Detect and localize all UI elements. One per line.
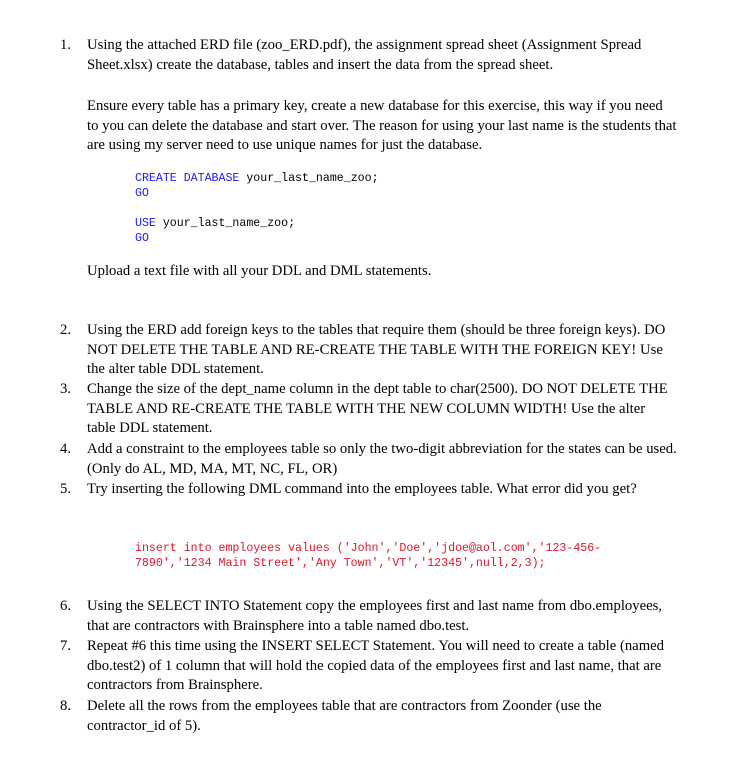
list-text: Using the ERD add foreign keys to the tables that require them (should be three foreign keys). DO NOT DELETE THE TABLE AND RE-CREATE THE TABLE WITH THE FOREIGN KEY! Use the alter table DDL statement. xyxy=(87,322,666,378)
list-text: Repeat #6 this time using the INSERT SELECT Statement. You will need to create a table (named dbo.test2) of 1 column that will hold the copied data of the employees first and last name, that are contractors from Brainsphere. xyxy=(87,638,664,694)
list-number: 5. xyxy=(60,481,72,497)
code-go-2: GO xyxy=(135,232,149,245)
list-text: Using the SELECT INTO Statement copy the employees first and last name from dbo.employees, that are contractors with Brainsphere into a table named dbo.test. xyxy=(87,598,663,634)
list-number: 8. xyxy=(60,698,72,714)
list-number: 6. xyxy=(60,598,72,614)
sql-keyword: CREATE DATABASE xyxy=(135,172,240,185)
code-create-database xyxy=(135,171,379,186)
code-insert-line-2: 7890','1234 Main Street','Any Town','VT','12345',null,2,3); xyxy=(135,557,546,570)
paragraph-ensure: Ensure every table has a primary key, create a new database for this exercise, this way if you need to you can delete the database and start over. The reason for using your last name is the students that are using my server need to use unique names for just the database. xyxy=(87,98,677,154)
code-insert-line-1: insert into employees values ('John','Doe','jdoe@aol.com','123-456- xyxy=(135,542,602,555)
sql-text: your_last_name_zoo; xyxy=(155,217,296,230)
list-text: Try inserting the following DML command into the employees table. What error did you get? xyxy=(87,481,637,497)
sql-keyword: USE xyxy=(135,217,156,230)
sql-text: your_last_name_zoo; xyxy=(239,172,379,185)
code-go-1: GO xyxy=(135,187,149,200)
list-text: Delete all the rows from the employees table that are contractors from Zoonder (use the contractor_id of 5). xyxy=(87,698,602,734)
list-text: Change the size of the dept_name column in the dept table to char(2500). DO NOT DELETE THE TABLE AND RE-CREATE THE TABLE WITH THE NEW COLUMN WIDTH! Use the alter table DDL statement. xyxy=(87,381,668,437)
list-number: 7. xyxy=(60,638,72,654)
list-text: Add a constraint to the employees table so only the two-digit abbreviation for the states can be used. (Only do AL, MD, MA, MT, NC, FL, OR) xyxy=(87,441,677,477)
list-number: 2. xyxy=(60,322,72,338)
list-text: Using the attached ERD file (zoo_ERD.pdf), the assignment spread sheet (Assignment Spread Sheet.xlsx) create the database, tables and insert the data from the spread sheet. xyxy=(87,37,642,73)
list-number: 1. xyxy=(60,37,72,53)
list-number: 3. xyxy=(60,381,72,397)
list-number: 4. xyxy=(60,441,72,457)
code-use-database xyxy=(135,216,295,231)
paragraph-upload: Upload a text file with all your DDL and DML statements. xyxy=(87,263,432,279)
